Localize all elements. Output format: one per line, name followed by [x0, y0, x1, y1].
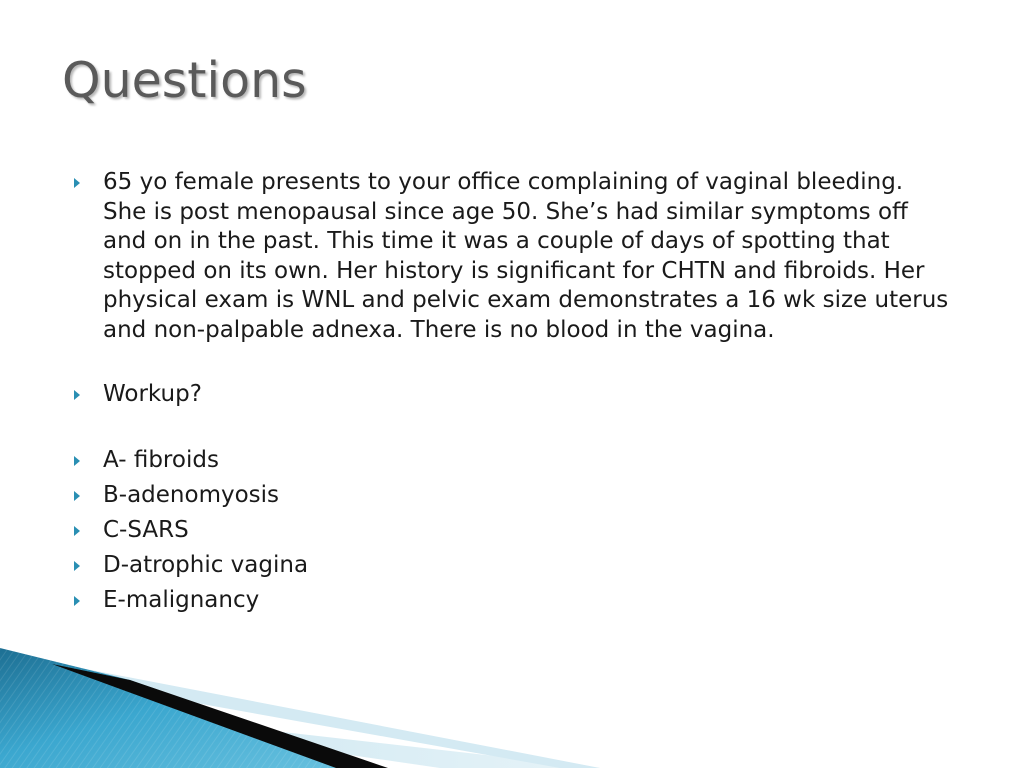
bullet-arrow-icon — [74, 390, 80, 400]
bullet-option-b — [72, 481, 952, 511]
bullet-arrow-icon — [74, 526, 80, 536]
bullet-workup-question — [72, 380, 952, 410]
bullet-arrow-icon — [74, 491, 80, 501]
swoosh-black-stripe — [52, 664, 388, 768]
bullet-arrow-icon — [74, 456, 80, 466]
bullet-arrow-icon — [74, 596, 80, 606]
bullet-arrow-icon — [74, 561, 80, 571]
bullet-text: D-atrophic vagina — [103, 551, 309, 578]
bullet-text: 65 yo female presents to your office complaining of vaginal bleeding. She is post menopausal since age 50. She’s had similar symptoms off and on in the past. This time it was a couple of days of spotting that stopped on its own. Her history is significant for CHTN and fibroids. Her physical exam is WNL and pelvic exam demonstrates a 16 wk size uterus and non-palpable adnexa. There is no blood in the vagina. — [103, 169, 949, 343]
bullet-arrow-icon — [74, 178, 80, 188]
bullet-list — [72, 168, 952, 615]
bullet-text: A- fibroids — [103, 446, 219, 473]
swoosh-texture — [0, 648, 380, 768]
bullet-option-d — [72, 551, 952, 581]
swoosh-teal-shape — [0, 648, 380, 768]
swoosh-pale-band — [0, 700, 600, 768]
bullet-option-e — [72, 586, 952, 616]
bullet-option-c — [72, 516, 952, 546]
bullet-option-a — [72, 446, 952, 476]
bullet-text: B-adenomyosis — [103, 481, 280, 508]
bullet-text: E-malignancy — [103, 586, 260, 613]
bullet-case-description — [72, 168, 952, 345]
bullet-text: Workup? — [103, 381, 202, 407]
bullet-text: C-SARS — [103, 516, 189, 543]
slide-title: Questions — [62, 52, 307, 109]
swoosh-pale-band-upper — [0, 664, 600, 768]
